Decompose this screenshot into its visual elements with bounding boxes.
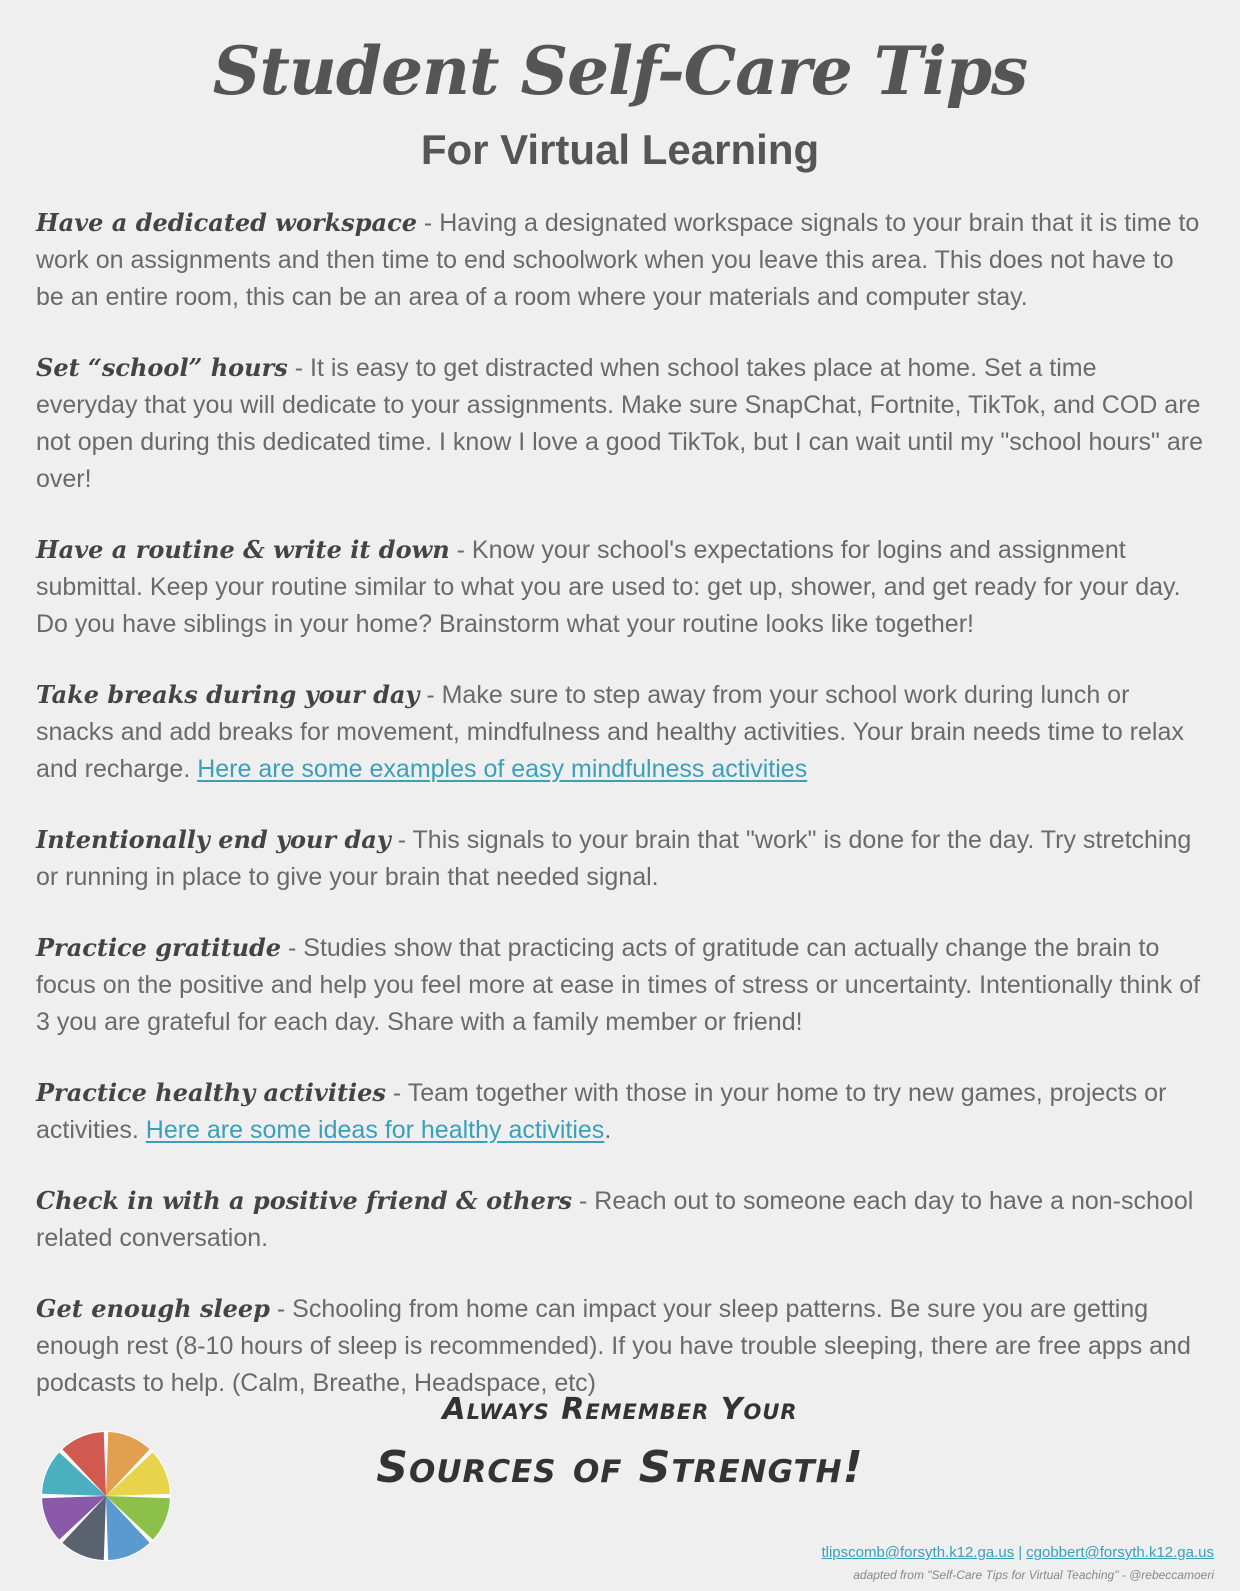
tip-sleep: Get enough sleep - Schooling from home can impact your sleep patterns. Be sure you are getting enough rest (8-10 hours of sleep is recommended). If you have trouble sleeping, there are free apps and podcasts to help. (Calm, Breathe, Headspace, etc) xyxy=(36,1294,1191,1397)
sources-of-strength-wheel-icon xyxy=(40,1430,172,1562)
tip-heading: Have a dedicated workspace xyxy=(36,208,417,237)
tip-routine: Have a routine & write it down - Know your school's expectations for logins and assignment submittal. Keep your routine similar to what you are used to: get up, shower, and get ready for your day. Do you have siblings in your home? Brainstorm what your routine looks like together! xyxy=(36,535,1181,638)
contact-separator: | xyxy=(1018,1544,1023,1561)
tip-body: Team together with those in your home to try new games, projects or activities. xyxy=(36,1079,1167,1144)
footer-strength-text: Sources of Strength! xyxy=(376,1442,864,1493)
tip-body: This signals to your brain that "work" is done for the day. Try stretching or running in place to give your brain that needed signal. xyxy=(36,826,1192,891)
healthy-activities-link[interactable]: Here are some ideas for healthy activities xyxy=(145,1116,605,1144)
contact-links xyxy=(821,1544,1214,1561)
tip-gratitude: Practice gratitude - Studies show that practicing acts of gratitude can actually change the brain to focus on the positive and help you feel more at ease in times of stress or uncertainty. Intentionally think of 3 you are grateful for each day. Share with a family member or friend! xyxy=(36,933,1201,1036)
tip-body: It is easy to get distracted when school takes place at home. Set a time everyday that you will dedicate to your assignments. Make sure SnapChat, Fortnite, TikTok, and COD are not open during this dedicated time. I know I love a good TikTok, but I can wait until my "school hours" are over! xyxy=(36,354,1203,493)
tip-body: Make sure to step away from your school work during lunch or snacks and add breaks for movement, mindfulness and healthy activities. Your brain needs time to relax and recharge. xyxy=(36,681,1184,783)
tip-body: Schooling from home can impact your sleep patterns. Be sure you are getting enough rest (8-10 hours of sleep is recommended). If you have trouble sleeping, there are free apps and podcasts to help. (Calm, Breathe, Headspace, etc) xyxy=(36,1295,1191,1397)
tip-healthy-activities: Practice healthy activities - Team together with those in your home to try new games, projects or activities. Here are some ideas for healthy activities. xyxy=(36,1078,1167,1144)
tip-heading: Set “school” hours xyxy=(36,353,288,382)
page-title: Student Self-Care Tips xyxy=(212,32,1028,110)
mindfulness-activities-link[interactable]: Here are some examples of easy mindfulness activities xyxy=(197,755,808,783)
tip-heading: Intentionally end your day xyxy=(36,825,391,854)
credit-text: adapted from "Self-Care Tips for Virtual Teaching" - @rebeccamoeri xyxy=(853,1568,1214,1582)
tip-body-end: . xyxy=(604,1116,612,1144)
footer-remember-text: Always Remember Your xyxy=(442,1392,798,1427)
tip-check-in: Check in with a positive friend & others - Reach out to someone each day to have a non-school related conversation. xyxy=(36,1186,1194,1252)
tip-body: Reach out to someone each day to have a non-school related conversation. xyxy=(36,1187,1194,1252)
tip-heading: Check in with a positive friend & others xyxy=(36,1186,573,1215)
tip-heading: Practice gratitude xyxy=(36,933,282,962)
tip-end-day: Intentionally end your day - This signals to your brain that "work" is done for the day. Try stretching or running in place to give your brain that needed signal. xyxy=(36,825,1192,891)
tips-list xyxy=(36,204,1204,1435)
contact-email-gobbert[interactable]: cgobbert@forsyth.k12.ga.us xyxy=(1026,1544,1214,1561)
tip-heading: Get enough sleep xyxy=(36,1294,270,1323)
tip-dedicated-workspace: Have a dedicated workspace - Having a designated workspace signals to your brain that it is time to work on assignments and then time to end schoolwork when you leave this area. This does not have to be an entire room, this can be an area of a room where your materials and computer stay. xyxy=(36,208,1200,311)
tip-body: Having a designated workspace signals to your brain that it is time to work on assignments and then time to end schoolwork when you leave this area. This does not have to be an entire room, this can be an area of a room where your materials and computer stay. xyxy=(36,209,1200,311)
tip-school-hours: Set “school” hours - It is easy to get distracted when school takes place at home. Set a time everyday that you will dedicate to your assignments. Make sure SnapChat, Fortnite, TikTok, and COD are not open during this dedicated time. I know I love a good TikTok, but I can wait until my "school hours" are over! xyxy=(36,353,1203,493)
tip-body: Know your school's expectations for logins and assignment submittal. Keep your routine similar to what you are used to: get up, shower, and get ready for your day. Do you have siblings in your home? Brainstorm what your routine looks like together! xyxy=(36,536,1181,638)
tip-heading: Take breaks during your day xyxy=(36,680,420,709)
tip-body: Studies show that practicing acts of gratitude can actually change the brain to focus on the positive and help you feel more at ease in times of stress or uncertainty. Intentionally think of 3 you are grateful for each day. Share with a family member or friend! xyxy=(36,934,1201,1036)
tip-heading: Have a routine & write it down xyxy=(36,535,450,564)
tip-take-breaks: Take breaks during your day - Make sure to step away from your school work during lunch or snacks and add breaks for movement, mindfulness and healthy activities. Your brain needs time to relax and recharge. Here are some examples of easy mindfulness activities xyxy=(36,680,1184,783)
tip-heading: Practice healthy activities xyxy=(36,1078,386,1107)
page-subtitle: For Virtual Learning xyxy=(420,126,820,173)
contact-email-lipscomb[interactable]: tlipscomb@forsyth.k12.ga.us xyxy=(821,1544,1015,1561)
